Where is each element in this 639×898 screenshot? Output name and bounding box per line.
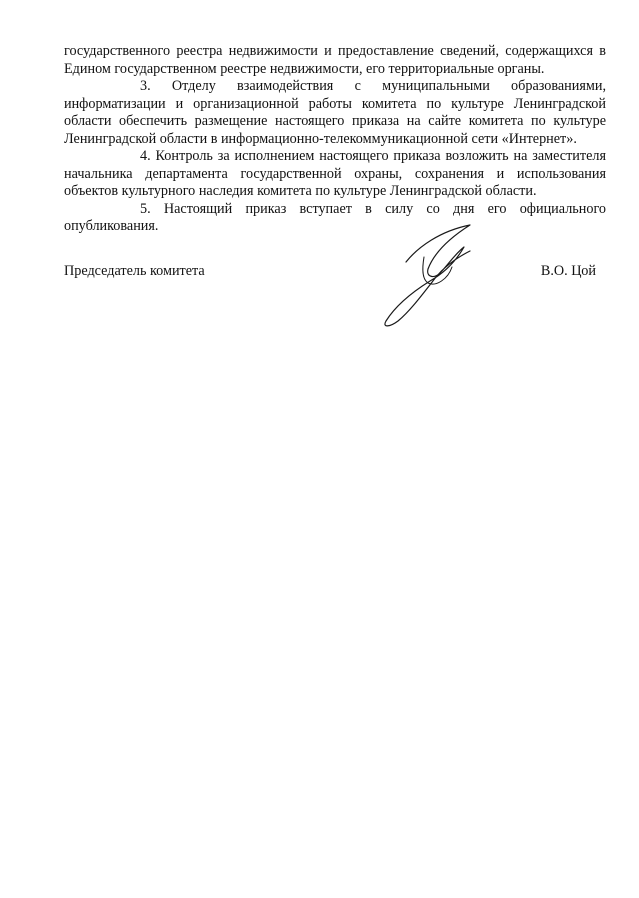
signature-line [64, 263, 596, 283]
item-4-paragraph [64, 148, 606, 201]
item-4-number: 4. [140, 148, 151, 164]
signatory-title: Председатель комитета [64, 263, 205, 279]
item-5-paragraph [64, 201, 606, 236]
intro-paragraph: государственного реестра недвижимости и предоставление сведений, содержащихся в Едином государственном реестре недвижимости, его территориальные органы. [64, 43, 606, 77]
item-5-text: Настоящий приказ вступает в силу со дня его официального опубликования. [64, 200, 606, 234]
item-4-text: Контроль за исполнением настоящего приказа возложить на заместителя начальника департамента государственной охраны, сохранения и использования объектов культурного наследия комитета по культуре Ленинградской области. [64, 148, 606, 199]
item-3-paragraph [64, 78, 606, 148]
item-3-number: 3. [140, 78, 151, 94]
item-5-number: 5. [140, 200, 151, 217]
item-3-text: Отделу взаимодействия с муниципальными образованиями, информатизации и организационной работы комитета по культуре Ленинградской области обеспечить размещение настоящего приказа на сайте комитета по культуре Ленинградской области в информационно-телекоммуникационной сети «Интернет». [64, 78, 606, 147]
document-body [64, 43, 606, 236]
signatory-name: В.О. Цой [540, 263, 596, 279]
handwritten-signature [378, 217, 478, 332]
